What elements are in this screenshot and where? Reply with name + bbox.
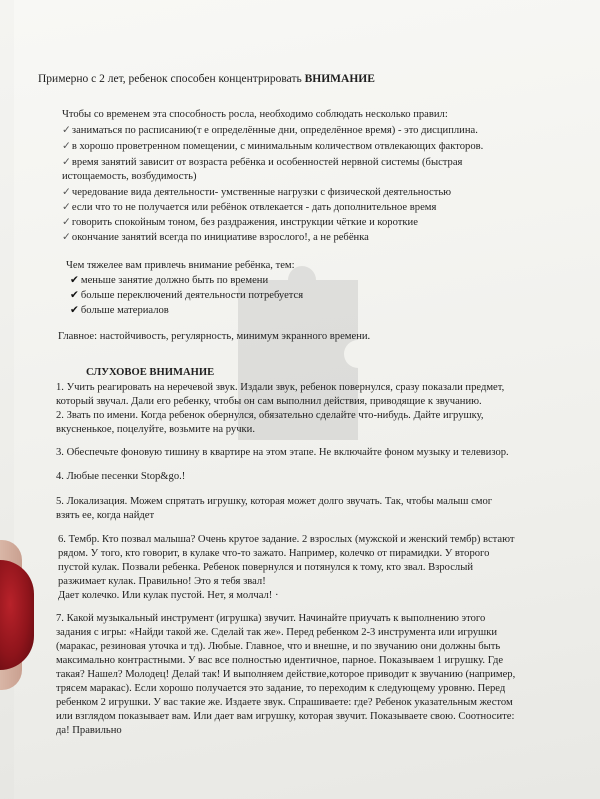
- check-icon: ✓: [62, 202, 71, 213]
- body-line: да! Правильно: [56, 725, 122, 736]
- check-icon: ✓: [62, 125, 71, 136]
- heavy-check-icon: ✔: [70, 305, 79, 316]
- body-line: 4. Любые песенки Stop&go.!: [56, 471, 186, 482]
- harder-item: ✔ меньше занятие должно быть по времени: [70, 275, 269, 286]
- rule-item: ✓чередование вида деятельности- умственные нагрузки с физической деятельностью: [62, 187, 452, 198]
- body-line: задания с игры: «Найди такой же. Сделай так же». Перед ребенком 2-3 инструмента или игрушки: [56, 627, 498, 638]
- rule-item: ✓заниматься по расписанию(т е определённые дни, определённое время) - это дисциплина.: [62, 125, 478, 136]
- body-line: максимально контрастными. У вас все полностью идентичное, парное. Показываем 1 игрушку. Где: [56, 655, 504, 666]
- body-line: 5. Локализация. Можем спрятать игрушку, которая может долго звучать. Так, чтобы малыш смог: [56, 496, 493, 507]
- body-line: взять ее, когда найдет: [56, 510, 155, 521]
- harder-item: ✔ больше переключений деятельности потребуется: [70, 290, 304, 301]
- body-line: 7. Какой музыкальный инструмент (игрушка) звучит. Начинайте приучать к выполнению этого: [56, 613, 486, 624]
- red-nail: [0, 560, 34, 670]
- check-icon: ✓: [62, 232, 71, 243]
- heavy-check-icon: ✔: [70, 290, 79, 301]
- rule-item-continuation: истощаемость, возбудимость): [62, 171, 197, 182]
- check-icon: ✓: [62, 157, 71, 168]
- body-line: такая? Нашел? Молодец! Делай так! И выполняем действие,которое приводит к звучанию (например,: [56, 669, 516, 680]
- body-line: 3. Обеспечьте фоновую тишину в квартире на этом этапе. Не включайте фоном музыку и телевизор.: [56, 447, 509, 458]
- harder-intro: Чем тяжелее вам привлечь внимание ребёнка, тем:: [66, 260, 295, 271]
- body-line: разжимает кулак. Правильно! Это я тебя звал!: [58, 576, 266, 587]
- body-line: Дает колечко. Или кулак пустой. Нет, я молчал! ·: [58, 590, 279, 601]
- body-line: рядом. У того, кто говорит, в кулаке что-то зажато. Например, колечко от пирамидки. У второго: [58, 548, 490, 559]
- rule-item: ✓в хорошо проветренном помещении, с минимальным количеством отвлекающих факторов.: [62, 141, 484, 152]
- rule-item: ✓время занятий зависит от возраста ребёнка и особенностей нервной системы (быстрая: [62, 157, 463, 168]
- rule-item: ✓говорить спокойным тоном, без раздражения, инструкции чёткие и короткие: [62, 217, 418, 228]
- body-line: или взглядом показывает вам. Или дает вам игрушку, которая звучит. Показываете свою. Соотносите:: [56, 711, 515, 722]
- rule-item: ✓окончание занятий всегда по инициативе взрослого!, а не ребёнка: [62, 232, 369, 243]
- rules-intro: Чтобы со временем эта способность росла, необходимо соблюдать несколько правил:: [62, 109, 448, 120]
- check-icon: ✓: [62, 187, 71, 198]
- body-line: ребенком 2 игрушки. У вас такие же. Издаете звук. Спрашиваете: где? Ребенок указательным жестом: [56, 697, 513, 708]
- check-icon: ✓: [62, 141, 71, 152]
- body-line: 6. Тембр. Кто позвал малыша? Очень крутое задание. 2 взрослых (мужской и женский тембр) встают: [58, 534, 515, 545]
- section-title: СЛУХОВОЕ ВНИМАНИЕ: [86, 367, 215, 378]
- title-line: Примерно с 2 лет, ребенок способен концентрировать ВНИМАНИЕ: [38, 73, 375, 85]
- body-line: пустой кулак. Позвали ребенка. Ребенок повернулся и потянулся к тому, кто звал. Взрослый: [58, 562, 474, 573]
- check-icon: ✓: [62, 217, 71, 228]
- rule-item: ✓если что то не получается или ребёнок отвлекается - дать дополнительное время: [62, 202, 437, 213]
- heavy-check-icon: ✔: [70, 275, 79, 286]
- harder-item: ✔ больше материалов: [70, 305, 169, 316]
- body-line: (маракас, резиновая уточка и тд). Любые. Главное, что и внешне, и по звучанию они должны быть: [56, 641, 501, 652]
- body-line: 1. Учить реагировать на неречевой звук. Издали звук, ребенок повернулся, сразу показали предмет,: [56, 382, 505, 393]
- body-line: вкусненькое, поцелуйте, возьмите на ручки.: [56, 424, 255, 435]
- body-line: который звучал. Дали его ребенку, чтобы он сам выполнил действия, приводящие к звучанию.: [56, 396, 482, 407]
- main-note: Главное: настойчивость, регулярность, минимум экранного времени.: [58, 331, 371, 342]
- body-line: 2. Звать по имени. Когда ребенок обернулся, обязательно сделайте что-нибудь. Дайте игрушку,: [56, 410, 484, 421]
- body-line: трясем маракас). Если хорошо получается это задание, то переходим к следующему уровню. Перед: [56, 683, 506, 694]
